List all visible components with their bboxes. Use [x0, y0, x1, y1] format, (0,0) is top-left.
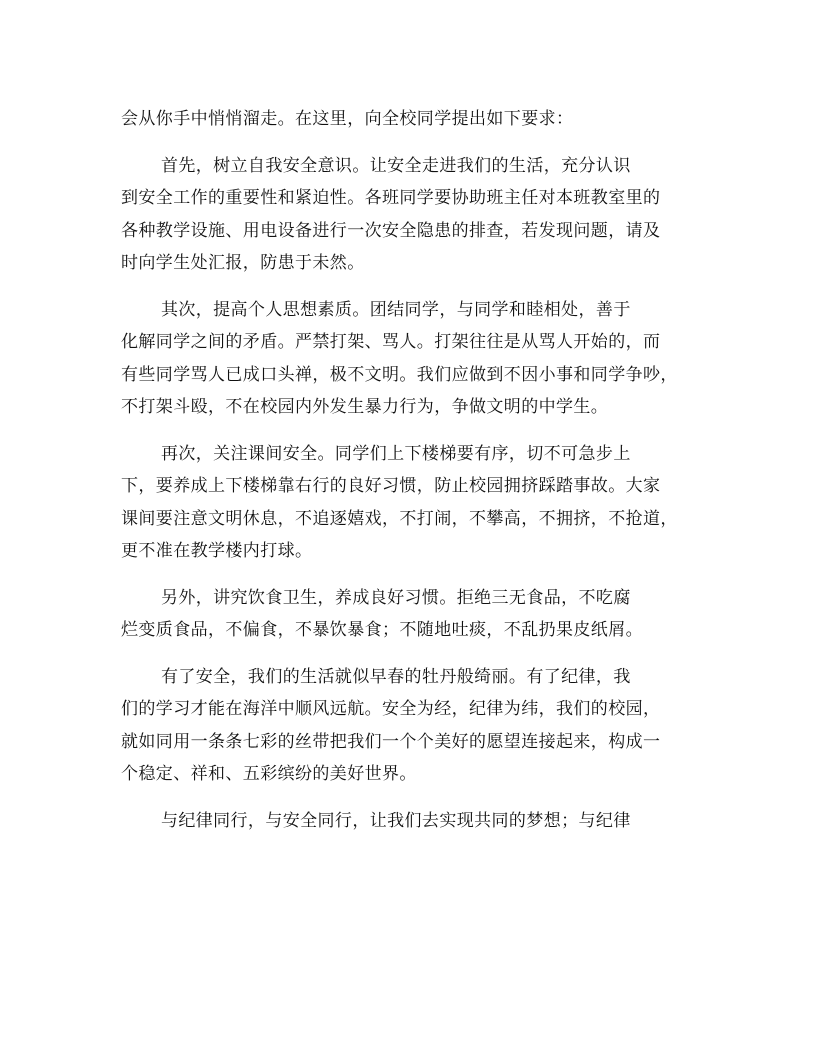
text-line: 与纪律同行，与安全同行，让我们去实现共同的梦想；与纪律 — [160, 810, 631, 831]
text-line: 下，要养成上下楼梯靠右行的良好习惯，防止校园拥挤踩踏事故。大家 — [121, 476, 661, 496]
text-line: 另外，讲究饮食卫生，养成良好习惯。拒绝三无食品，不吃腐 — [160, 587, 631, 608]
text-line: 再次，关注课间安全。同学们上下楼梯要有序，切不可急步上 — [160, 443, 631, 464]
text-line: 其次，提高个人思想素质。团结同学，与同学和睦相处，善于 — [160, 299, 631, 320]
text-line: 烂变质食品，不偏食，不暴饮暴食；不随地吐痰，不乱扔果皮纸屑。 — [121, 620, 643, 640]
text-line: 到安全工作的重要性和紧迫性。各班同学要协助班主任对本班教室里的 — [121, 188, 661, 208]
paragraph-safety-discipline — [121, 661, 696, 791]
text-line: 个稳定、祥和、五彩缤纷的美好世界。 — [121, 764, 417, 784]
text-line: 首先，树立自我安全意识。让安全走进我们的生活，充分认识 — [160, 155, 631, 176]
text-line: 们的学习才能在海洋中顺风远航。安全为经，纪律为纬，我们的校园， — [121, 699, 661, 719]
paragraph-break-safety — [121, 438, 696, 568]
text-line: 有了安全，我们的生活就似早春的牡丹般绮丽。有了纪律，我 — [160, 666, 631, 687]
paragraph-safety-awareness — [121, 150, 696, 280]
paragraph-closing — [121, 805, 696, 838]
text-line: 课间要注意文明休息，不追逐嬉戏，不打闹，不攀高，不拥挤，不抢道， — [121, 508, 678, 529]
paragraph-personal-quality — [121, 294, 696, 424]
text-line: 时向学生处汇报，防患于未然。 — [121, 253, 365, 273]
document-body — [121, 103, 696, 851]
text-line: 有些同学骂人已成口头禅，极不文明。我们应做到不因小事和同学争吵， — [121, 364, 678, 385]
text-line: 就如同用一条条七彩的丝带把我们一个个美好的愿望连接起来，构成一 — [121, 731, 661, 752]
text-line: 更不准在教学楼内打球。 — [121, 541, 313, 561]
paragraph-intro — [121, 103, 696, 136]
text-line: 会从你手中悄悄溜走。在这里，向全校同学提出如下要求： — [121, 109, 574, 129]
text-line: 各种教学设施、用电设备进行一次安全隐患的排查，若发现问题，请及 — [121, 220, 661, 241]
paragraph-food-hygiene — [121, 582, 696, 647]
text-line: 化解同学之间的矛盾。严禁打架、骂人。打架往往是从骂人开始的，而 — [121, 332, 661, 352]
text-line: 不打架斗殴，不在校园内外发生暴力行为，争做文明的中学生。 — [121, 397, 609, 417]
